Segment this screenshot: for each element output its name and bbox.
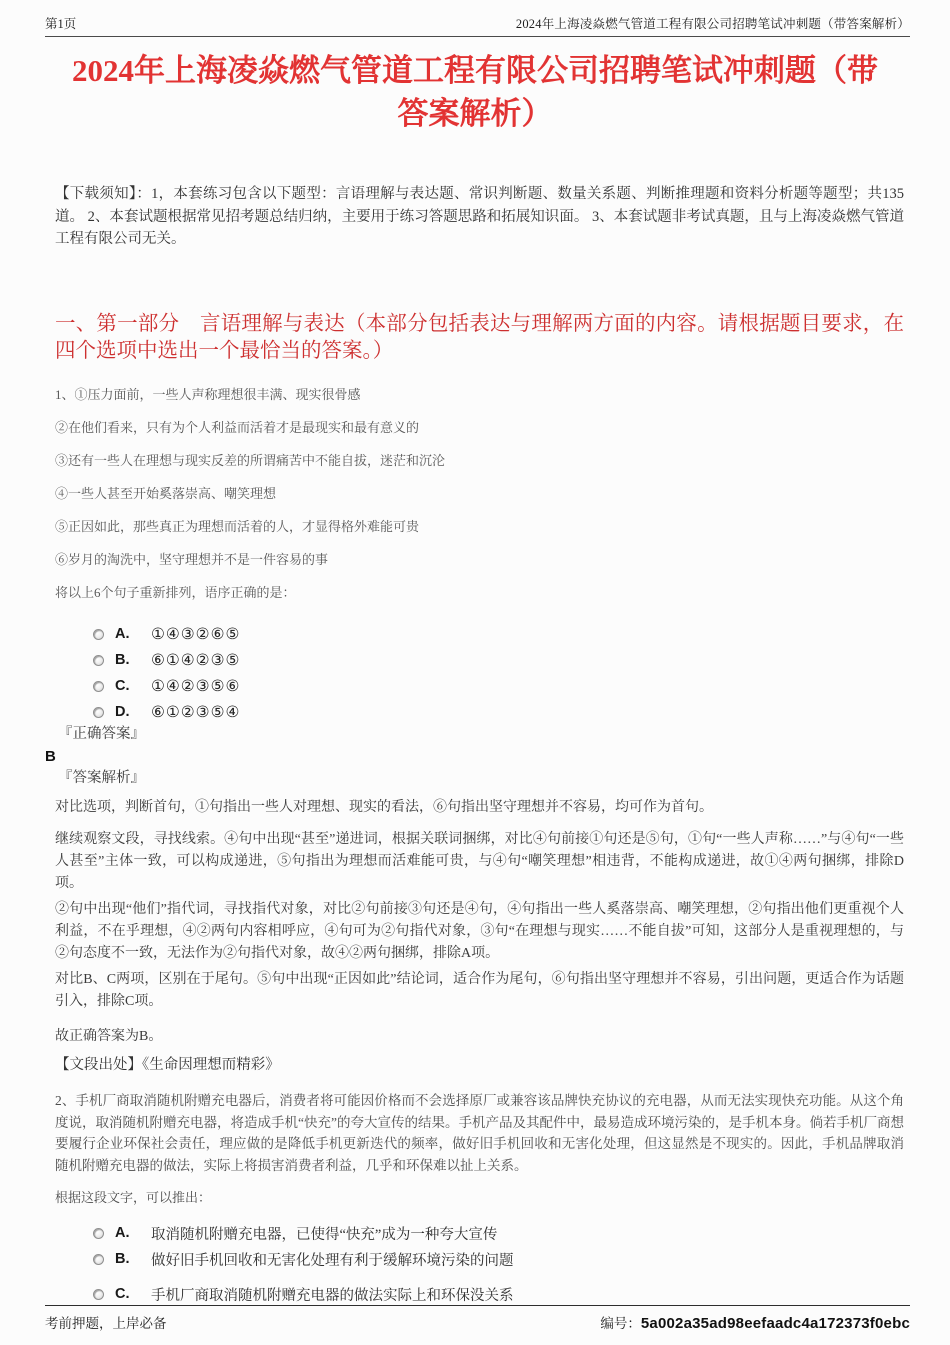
serial-number: 5a002a35ad98eefaadc4a172373f0ebc [640,1315,910,1332]
radio-button-icon[interactable] [93,1228,104,1239]
option-text: 取消随机附赠充电器，已使得“快充”成为一种夸大宣传 [151,1226,498,1243]
question-sentence: ⑤正因如此，那些真正为理想而活着的人，才显得格外难能可贵 [55,519,420,534]
option-letter: D. [115,704,130,720]
question-sentence: ④一些人甚至开始奚落崇高、嘲笑理想 [55,486,277,501]
radio-button-icon[interactable] [93,1254,104,1265]
option-text: ⑥①④②③⑤ [151,651,241,669]
question-1-stem [55,388,904,599]
option-row-c[interactable] [93,673,904,699]
radio-button-icon[interactable] [93,629,104,640]
option-letter: B. [115,1251,130,1267]
passage-source-note: 【文段出处】《生命因理想而精彩》 [55,1057,280,1073]
section-heading: 一、第一部分 言语理解与表达（本部分包括表达与理解两方面的内容。请根据题目要求，在四个选项中选出一个最恰当的答案。） [55,313,904,362]
question-2-prompt: 根据这段文字，可以推出： [55,1190,212,1205]
option-row-d[interactable] [93,699,904,725]
answer-analysis-label: 『答案解析』 [58,770,145,786]
option-letter: A. [115,626,130,642]
question-sentence: ②在他们看来，只有为个人利益而活着才是最现实和最有意义的 [55,420,420,435]
question-2-options [93,1220,904,1307]
answer-conclusion: 故正确答案为B。 [55,1029,163,1044]
analysis-paragraph: 继续观察文段，寻找线索。④句中出现“甚至”递进词，根据关联词捆绑，对比④句前接①句还是⑤句，①句“一些人声称……”与④句“一些人甚至”主体一致，可以构成递进，⑤句指出为理想而活难能可贵，与④句“嘲笑理想”相违背，不能构成递进，故①④两句捆绑，排除D项。 [55,832,904,891]
radio-button-icon[interactable] [93,655,104,666]
option-letter: C. [115,1286,130,1302]
option-letter: A. [115,1225,130,1241]
header-doc-title: 2024年上海凌焱燃气管道工程有限公司招聘笔试冲刺题（带答案解析） [515,17,910,31]
option-text: 做好旧手机回收和无害化处理有利于缓解环境污染的问题 [151,1252,514,1269]
question-2-stem: 2、手机厂商取消随机附赠充电器后，消费者将可能因价格而不会选择原厂或兼容该品牌快充协议的充电器，从而无法实现快充功能。从这个角度说，取消随机附赠充电器，将造成手机“快充”的夸大宣传的结果。手机产品及其配件中，最易造成环境污染的，是手机本身。倘若手机厂商想要履行企业环保社会责任，理应做的是降低手机更新迭代的频率，做好旧手机回收和无害化处理，但这显然是不现实的。因此，手机品牌取消随机附赠充电器的做法，实际上将损害消费者利益，几乎和环保难以扯上关系。 [55,1093,904,1173]
option-row-a[interactable] [93,1220,904,1246]
analysis-paragraph: ②句中出现“他们”指代词，寻找指代对象，对比②句前接③句还是④句，④句指出一些人奚落崇高、嘲笑理想，②句指出他们更重视个人利益，不在乎理想，④②两句内容相呼应，④句可为②句指代对象，③句“在理想与现实……不能自拔”可知，这部分人是重视理想的，与②句态度不一致，无法作为②句指代对象，故④②两句捆绑，排除A项。 [55,902,904,961]
question-sentence: ⑥岁月的淘洗中，坚守理想并不是一件容易的事 [55,552,329,567]
question-1-prompt: 将以上6个句子重新排列，语序正确的是： [55,585,296,600]
footer-serial [600,1312,910,1332]
download-notice: 【下载须知】：1，本套练习包含以下题型：言语理解与表达题、常识判断题、数量关系题、判断推理题和资料分析题等题型；共135道。 2、本套试题根据常见招考题总结归纳，主要用于练习答题思路和拓展知识面。 3、本套试题非考试真题，且与上海凌焱燃气管道工程有限公司无关。 [55,186,904,247]
option-row-b[interactable] [93,647,904,673]
serial-label: 编号： [600,1316,641,1331]
page-footer [45,1305,910,1332]
radio-button-icon[interactable] [93,707,104,718]
option-row-a[interactable] [93,621,904,647]
footer-slogan: 考前押题，上岸必备 [45,1316,167,1331]
option-letter: C. [115,678,130,694]
radio-button-icon[interactable] [93,1289,104,1300]
question-1-options [93,621,904,725]
page-number: 第1页 [45,17,77,31]
document-title: 2024年上海凌焱燃气管道工程有限公司招聘笔试冲刺题（带答案解析） [72,53,878,131]
radio-button-icon[interactable] [93,681,104,692]
question-sentence: 1、①压力面前，一些人声称理想很丰满、现实很骨感 [55,387,361,402]
analysis-paragraph: 对比B、C两项，区别在于尾句。⑤句中出现“正因如此”结论词，适合作为尾句，⑥句指出坚守理想并不容易，引出问题，更适合作为话题引入，排除C项。 [55,972,904,1009]
answer-block [45,724,904,789]
option-text: 手机厂商取消随机附赠充电器的做法实际上和环保没关系 [151,1287,514,1304]
option-text: ⑥①②③⑤④ [151,703,241,721]
analysis-paragraph: 对比选项，判断首句，①句指出一些人对理想、现实的看法，⑥句指出坚守理想并不容易，均可作为首句。 [55,800,713,815]
question-sentence: ③还有一些人在理想与现实反差的所谓痛苦中不能自拔，迷茫和沉沦 [55,453,446,468]
correct-answer-label: 『正确答案』 [58,726,145,742]
option-row-b[interactable] [93,1246,904,1272]
option-letter: B. [115,652,130,668]
option-text: ①④③②⑥⑤ [151,625,241,643]
option-row-c[interactable] [93,1281,904,1307]
option-text: ①④②③⑤⑥ [151,677,241,695]
correct-answer-value: B [45,748,56,765]
page-header [45,14,910,37]
